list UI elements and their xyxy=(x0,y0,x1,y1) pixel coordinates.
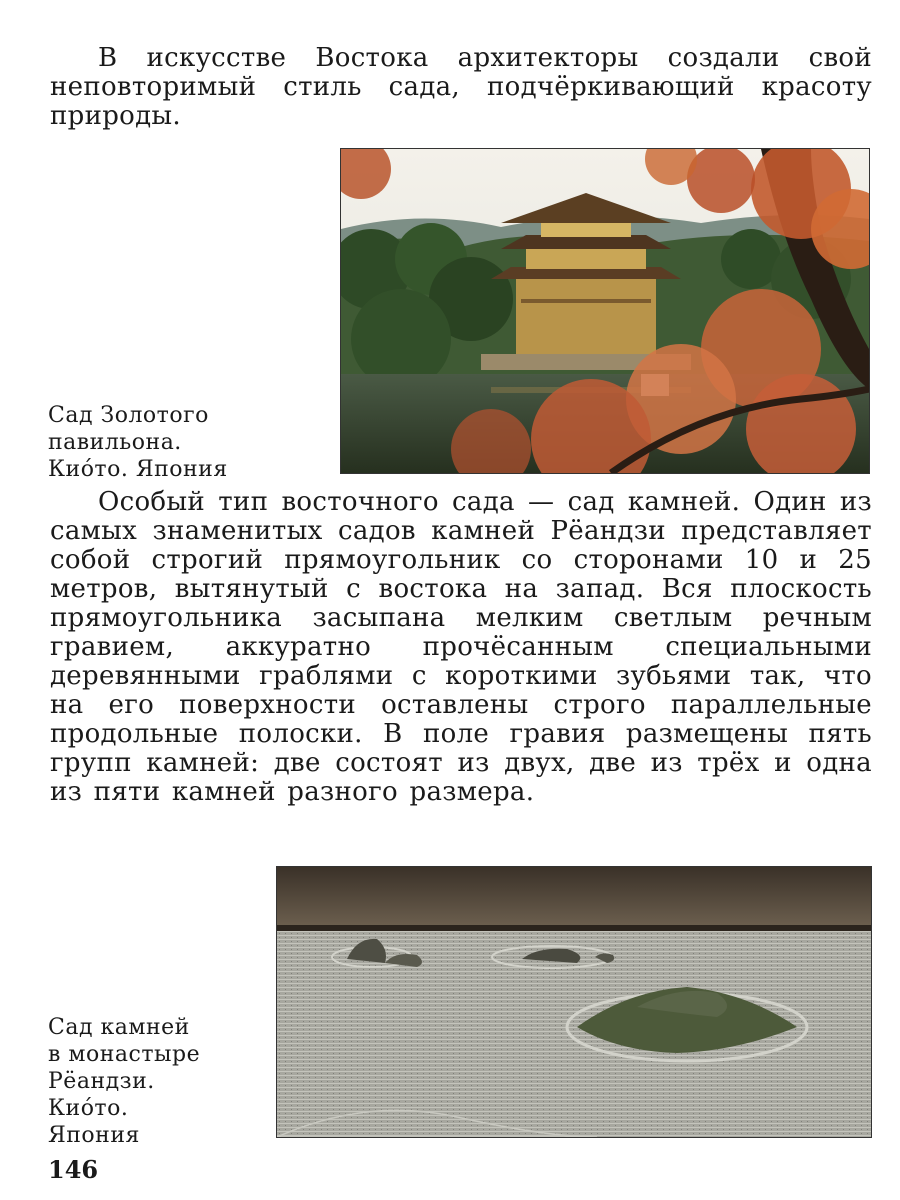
golden-pavilion-photo xyxy=(340,148,870,474)
intro-paragraph-text: В искусстве Востока архитекторы создали свой неповторимый стиль сада, подчёркивающий красоту природы. xyxy=(50,43,872,131)
ryoanji-rock-garden-illustration xyxy=(277,867,871,1137)
caption-line: павильона. xyxy=(48,430,182,455)
ryoanji-rock-garden-photo xyxy=(276,866,872,1138)
golden-pavilion-caption xyxy=(48,402,328,483)
ryoanji-caption xyxy=(48,1014,268,1149)
caption-line: Сад Золотого xyxy=(48,403,209,428)
caption-line: Япония xyxy=(48,1123,140,1148)
rock-garden-paragraph-text: Особый тип восточного сада — сад камней. Один из самых знаменитых садов камней Рёандзи представляет собой строгий прямоугольник со сторонами 10 и 25 метров, вытянутый с востока на запад. Вся плоскость прямоугольника засыпана мелким светлым речным гравием, аккуратно прочёсанным специальными деревянными граблями с короткими зубьями так, что на его поверхности оставлены строго параллельные продольные полоски. В поле гравия размещены пять групп камней: две состоят из двух, две из трёх и одна из пяти камней разного размера. xyxy=(50,487,872,807)
page-number: 146 xyxy=(48,1155,99,1184)
intro-paragraph xyxy=(50,44,872,131)
caption-line: Сад камней xyxy=(48,1015,190,1040)
caption-line: Киóто. Япония xyxy=(48,457,228,482)
rock-garden-paragraph xyxy=(50,488,872,807)
caption-line: Рёандзи. xyxy=(48,1069,155,1094)
golden-pavilion-illustration xyxy=(341,149,869,473)
caption-line: в монастыре xyxy=(48,1042,201,1067)
caption-line: Киóто. xyxy=(48,1096,129,1121)
